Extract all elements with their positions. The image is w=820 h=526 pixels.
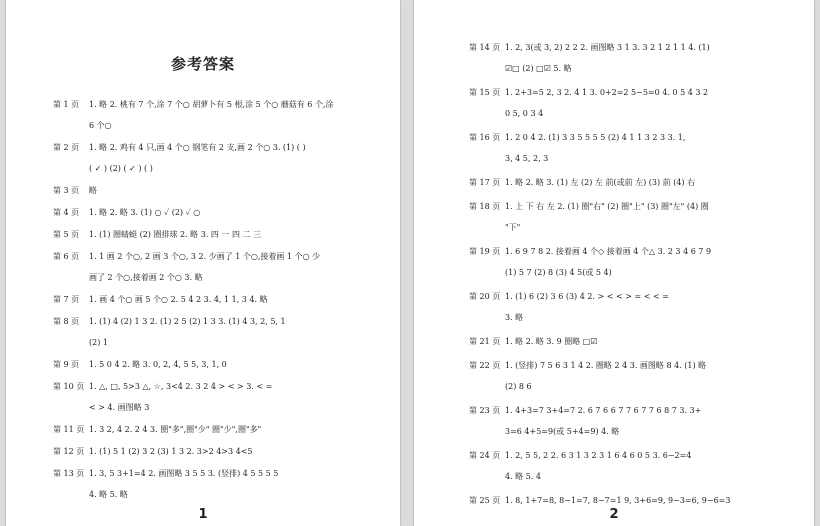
answer-text-continued: 4. 略 5. 略 — [89, 490, 128, 499]
page-ref-label: 第 2 页 — [53, 143, 80, 152]
answer-text: 1. (1) 6 (2) 3 6 (3) 4 2. > < < > = < < = — [505, 292, 669, 301]
page-2 — [414, 0, 814, 526]
page-ref-label: 第 8 页 — [53, 317, 80, 326]
answer-text-continued: 3, 4 5, 2, 3 — [505, 154, 549, 163]
page-ref-label: 第 5 页 — [53, 230, 80, 239]
page-ref-label: 第 15 页 — [469, 88, 501, 97]
answer-text: 1. 6 9 7 8 2. 接着画 4 个◇ 接着画 4 个△ 3. 2 3 4 6 7 9 — [505, 247, 712, 256]
answer-text: 1. (1) 5 1 (2) 3 2 (3) 1 3 2. 3>2 4>3 4<5 — [89, 447, 253, 456]
page-ref-label: 第 19 页 — [469, 247, 501, 256]
page-ref-label: 第 12 页 — [53, 447, 85, 456]
page-title: 参考答案 — [170, 55, 235, 73]
answer-text: 1. 画 4 个○ 画 5 个○ 2. 5 4 2 3. 4, 1 1, 3 4. 略 — [89, 295, 268, 304]
answer-text: 1. 3, 5 3+1=4 2. 画图略 3 5 5 3. (竖排) 4 5 5 5 5 — [89, 469, 279, 478]
answer-text-continued: ( ✓ ) (2) ( ✓ ) ( ) — [89, 164, 153, 173]
answer-text-continued: ☑□ (2) □☑ 5. 略 — [505, 64, 572, 73]
answer-text-continued: 3. 略 — [505, 313, 524, 322]
answer-text: 1. 5 0 4 2. 略 3. 0, 2, 4, 5 5, 3, 1, 0 — [89, 360, 227, 369]
page-ref-label: 第 13 页 — [53, 469, 85, 478]
answer-text: 略 — [89, 186, 97, 195]
page-ref-label: 第 6 页 — [53, 252, 80, 261]
page-ref-label: 第 23 页 — [469, 406, 501, 415]
page-ref-label: 第 16 页 — [469, 133, 501, 142]
answer-text-continued: (2) 1 — [89, 338, 108, 347]
answer-text-continued: 画了 2 个○,接着画 2 个○ 3. 略 — [89, 273, 203, 282]
page-number: 1 — [198, 507, 208, 522]
answer-text: 1. 2, 5 5, 2 2. 6 3 1 3 2 3 1 6 4 6 0 5 3. 6−2=4 — [505, 451, 692, 460]
page-ref-label: 第 14 页 — [469, 43, 501, 52]
page-ref-label: 第 9 页 — [53, 360, 80, 369]
page-ref-label: 第 18 页 — [469, 202, 501, 211]
answer-text-continued: 6 个○ — [89, 121, 112, 130]
answer-text: 1. (1) 圈蜻蜓 (2) 圈排球 2. 略 3. 四 一 四 二 三 — [89, 230, 262, 239]
page-ref-label: 第 17 页 — [469, 178, 501, 187]
answer-text: 1. 略 2. 桃有 7 个,涂 7 个○ 胡萝卜有 5 根,涂 5 个○ 蘑菇有 6 个,涂 — [89, 100, 334, 109]
page-ref-label: 第 22 页 — [469, 361, 501, 370]
page-ref-label: 第 10 页 — [53, 382, 85, 391]
page-1 — [6, 0, 400, 526]
answer-text: 1. 3 2, 4 2. 2 4 3. 圈"多",圈"少" 圈"少",圈"多" — [89, 425, 262, 434]
answer-text-continued: 0 5, 0 3 4 — [505, 109, 544, 118]
answer-text-continued: 3=6 4+5=9(或 5+4=9) 4. 略 — [505, 427, 620, 436]
answer-text-continued: (2) 8 6 — [505, 382, 532, 391]
answer-text: 1. (1) 4 (2) 1 3 2. (1) 2 5 (2) 1 3 3. (1) 4 3, 2, 5, 1 — [89, 317, 286, 326]
answer-text: 1. 略 2. 略 3. (1) 左 (2) 左 前(或前 左) (3) 前 (4) 右 — [505, 178, 696, 187]
answer-text: 1. (竖排) 7 5 6 3 1 4 2. 圈略 2 4 3. 画图略 8 4. (1) 略 — [505, 361, 707, 370]
page-ref-label: 第 4 页 — [53, 208, 80, 217]
answer-text: 1. 4+3=7 3+4=7 2. 6 7 6 6 7 7 6 7 7 6 8 7 3. 3+ — [505, 406, 702, 415]
answer-text: 1. △, □, 5>3 △, ☆, 3<4 2. 3 2 4 > < > 3. < = — [89, 382, 273, 391]
page-ref-label: 第 11 页 — [53, 425, 85, 434]
page-ref-label: 第 25 页 — [469, 496, 501, 505]
answer-text: 1. 1 画 2 个○, 2 画 3 个○, 3 2. 少画了 1 个○,接着画 1 个○ 少 — [89, 252, 321, 261]
answer-text: 1. 2 0 4 2. (1) 3 3 5 5 5 5 (2) 4 1 1 3 2 3 3. 1, — [505, 133, 686, 142]
page-number: 2 — [609, 507, 619, 522]
answer-text: 1. 略 2. 鸡有 4 只,画 4 个○ 钢笔有 2 支,画 2 个○ 3. (1) ( ) — [89, 143, 306, 152]
answer-text: 1. 2+3=5 2, 3 2. 4 1 3. 0+2=2 5−5=0 4. 0 5 4 3 2 — [505, 88, 709, 97]
answer-text-continued: (1) 5 7 (2) 8 (3) 4 5(或 5 4) — [505, 268, 612, 277]
answer-text: 1. 上 下 右 左 2. (1) 圈"右" (2) 圈"上" (3) 圈"左" (4) 圈 — [505, 202, 709, 211]
page-ref-label: 第 3 页 — [53, 186, 80, 195]
page-ref-label: 第 1 页 — [53, 100, 80, 109]
answer-text-continued: < > 4. 画图略 3 — [89, 403, 150, 412]
page-ref-label: 第 20 页 — [469, 292, 501, 301]
page-ref-label: 第 21 页 — [469, 337, 501, 346]
answer-text-continued: "下" — [505, 223, 521, 232]
page-ref-label: 第 24 页 — [469, 451, 501, 460]
page-ref-label: 第 7 页 — [53, 295, 80, 304]
answer-text: 1. 略 2. 略 3. (1) ○ ✓ (2) ✓ ○ — [89, 208, 201, 217]
answer-text: 1. 略 2. 略 3. 9 圈略 □☑ — [505, 337, 598, 346]
answer-text: 1. 2, 3(或 3, 2) 2 2 2. 画图略 3 1 3. 3 2 1 2 1 1 4. (1) — [505, 43, 710, 52]
answer-text: 1. 8, 1+7=8, 8−1=7, 8−7=1 9, 3+6=9, 9−3=6, 9−6=3 — [505, 496, 731, 505]
answer-text-continued: 4. 略 5. 4 — [505, 472, 541, 481]
